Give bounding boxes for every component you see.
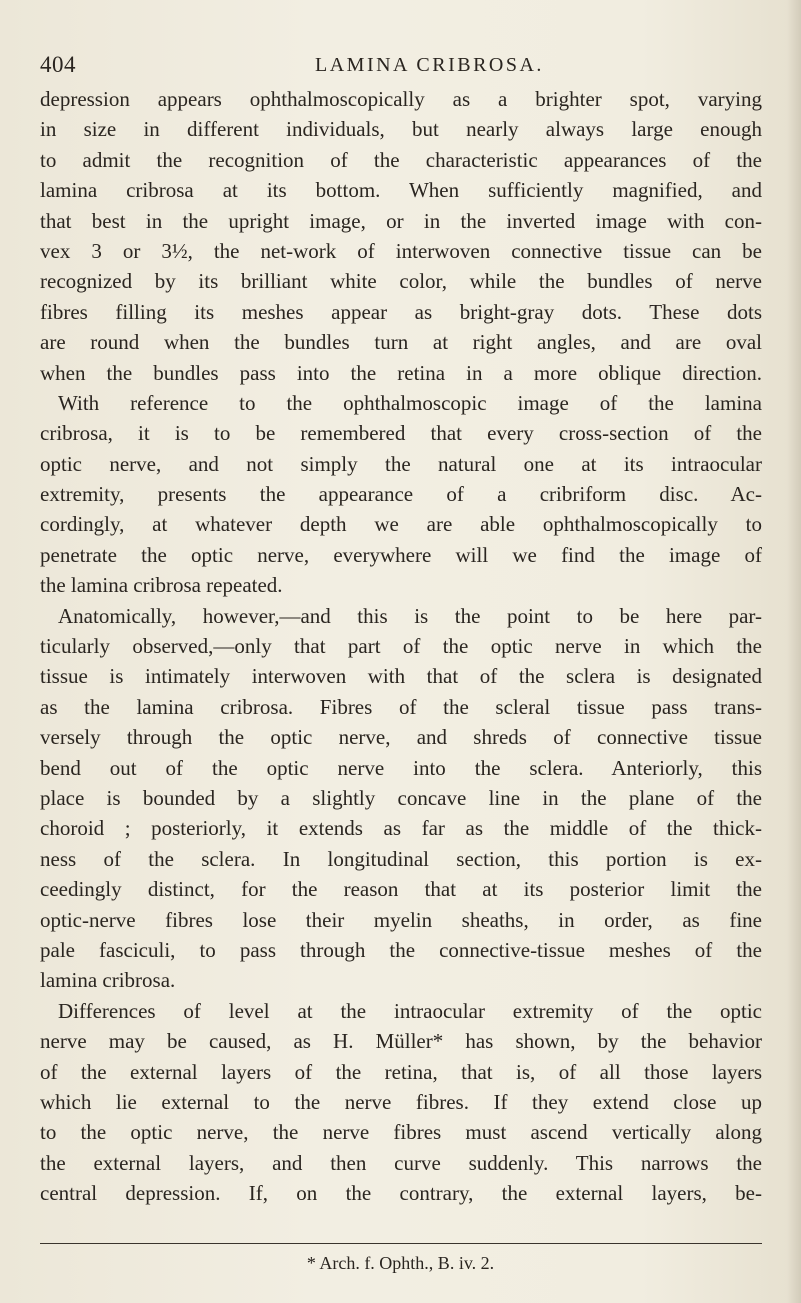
text-line: in size in different individuals, but nearly always large enough	[40, 117, 762, 142]
text-line: as the lamina cribrosa. Fibres of the scleral tissue pass trans-	[40, 694, 762, 719]
header-title: LAMINA CRIBROSA.	[315, 54, 544, 76]
text-line: choroid ; posteriorly, it extends as far as the middle of the thick-	[40, 816, 762, 841]
text-line: vex 3 or 3½, the net-work of interwoven connective tissue can be	[40, 238, 762, 263]
text-line: that best in the upright image, or in the inverted image with con-	[40, 208, 762, 233]
text-line: recognized by its brilliant white color, while the bundles of nerve	[40, 269, 762, 294]
text-line: Differences of level at the intraocular extremity of the optic	[58, 998, 762, 1023]
text-line: With reference to the ophthalmoscopic image of the lamina	[58, 390, 762, 415]
text-line: bend out of the optic nerve into the sclera. Anteriorly, this	[40, 755, 762, 780]
text-line: versely through the optic nerve, and shreds of connective tissue	[40, 725, 762, 750]
text-line: central depression. If, on the contrary, the external layers, be-	[40, 1181, 762, 1206]
running-head	[40, 52, 760, 86]
text-line: nerve may be caused, as H. Müller* has shown, by the behavior	[40, 1029, 762, 1054]
text-line: the external layers, and then curve suddenly. This narrows the	[40, 1150, 762, 1175]
text-line: optic-nerve fibres lose their myelin sheaths, in order, as fine	[40, 907, 762, 932]
text-line: ness of the sclera. In longitudinal section, this portion is ex-	[40, 846, 762, 871]
paragraph-1	[40, 84, 762, 388]
text-line: Anatomically, however,—and this is the point to be here par-	[58, 603, 762, 628]
text-line: place is bounded by a slightly concave line in the plane of the	[40, 785, 762, 810]
footnote-rule	[40, 1243, 762, 1244]
text-line: when the bundles pass into the retina in a more oblique direction.	[40, 360, 762, 385]
text-line: cribrosa, it is to be remembered that every cross-section of the	[40, 421, 762, 446]
text-line: penetrate the optic nerve, everywhere will we find the image of	[40, 542, 762, 567]
text-line: to the optic nerve, the nerve fibres must ascend vertically along	[40, 1120, 762, 1145]
text-line: the lamina cribrosa repeated.	[40, 573, 283, 598]
text-line: tissue is intimately interwoven with that of the sclera is designated	[40, 664, 762, 689]
text-line: depression appears ophthalmoscopically as a brighter spot, varying	[40, 87, 762, 111]
paragraph-2	[40, 388, 762, 601]
body-text	[40, 84, 762, 1208]
text-line: ticularly observed,—only that part of the optic nerve in which the	[40, 634, 762, 659]
text-line: to admit the recognition of the characteristic appearances of the	[40, 147, 762, 172]
text-line: optic nerve, and not simply the natural one at its intraocular	[40, 451, 762, 476]
page-edge-shadow	[787, 0, 801, 1303]
footnote: * Arch. f. Ophth., B. iv. 2.	[306, 1253, 495, 1273]
paragraph-4	[40, 996, 762, 1209]
text-line: are round when the bundles turn at right angles, and are oval	[40, 330, 762, 355]
text-line: cordingly, at whatever depth we are able ophthalmoscopically to	[40, 512, 762, 537]
text-line: pale fasciculi, to pass through the connective-tissue meshes of the	[40, 937, 762, 962]
text-line: lamina cribrosa.	[40, 968, 176, 993]
text-line: fibres filling its meshes appear as bright-gray dots. These dots	[40, 299, 762, 324]
text-line: which lie external to the nerve fibres. If they extend close up	[40, 1089, 762, 1114]
text-line: of the external layers of the retina, that is, of all those layers	[40, 1059, 762, 1084]
text-line: ceedingly distinct, for the reason that at its posterior limit the	[40, 877, 762, 902]
paragraph-3	[40, 601, 762, 996]
page-number: 404	[40, 52, 76, 77]
text-line: extremity, presents the appearance of a cribriform disc. Ac-	[40, 482, 762, 507]
text-line: lamina cribrosa at its bottom. When sufficiently magnified, and	[40, 178, 762, 203]
